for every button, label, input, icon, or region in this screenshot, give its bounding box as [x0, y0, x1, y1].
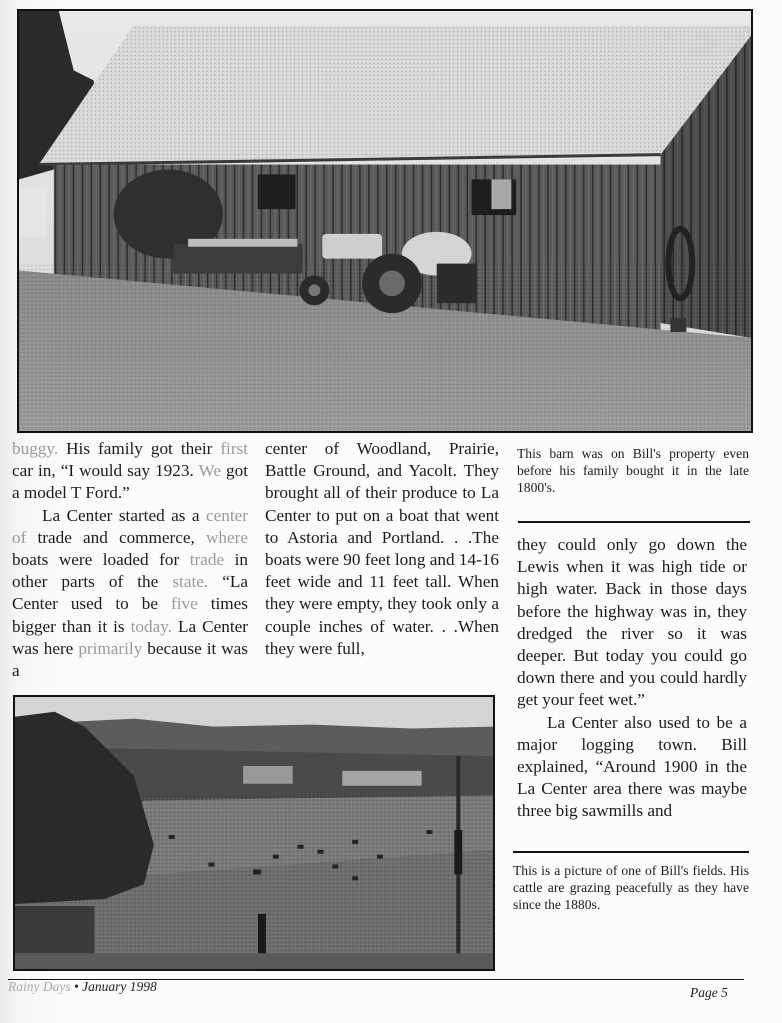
text-run: trade and commerce, — [26, 527, 206, 547]
article-column-1 — [12, 438, 248, 682]
paragraph: center of Woodland, Prairie, Battle Ground, and Yacolt. They brought all of their produce to La Center to put on a boat that went to Astoria and Portland. . .The boats were 90 feet long and 14-16 feet wide and 11 feet tall. When they were empty, they took only a couple inches of water. . .When they were full, — [265, 439, 499, 658]
text-run: today. — [130, 616, 172, 636]
text-run: La Center was here — [12, 616, 248, 658]
text-run: His family got their — [58, 439, 221, 458]
caption-divider — [518, 521, 750, 523]
paragraph: La Center also used to be a major logging town. Bill explained, “Around 1900 in the La Center area there was maybe three big sawmills and — [517, 712, 747, 821]
text-run: buggy. — [12, 439, 59, 458]
text-run: got a model T Ford.” — [12, 461, 248, 503]
page-number: Page 5 — [690, 985, 728, 1000]
text-run: primarily — [78, 638, 143, 658]
text-run: We — [198, 461, 221, 481]
text-run: where — [206, 527, 248, 547]
separator: • — [70, 979, 83, 994]
publication-name: Rainy Days — [8, 979, 71, 994]
barn-photo-caption: This barn was on Bill's property even before his family bought it in the late 1800's. — [517, 446, 749, 495]
text-run: times bigger than it is — [12, 594, 248, 636]
text-run: because it was a — [12, 638, 248, 681]
paragraph: they could only go down the Lewis when it was high tide or high water. Back in those days before the highway was in, they dredged the river so it was deeper. But today you could go down there and you could hardly get your feet wet.” — [517, 535, 747, 710]
caption-divider — [513, 851, 749, 853]
text-run: car in, “I would say 1923. — [12, 461, 199, 481]
text-run: trade — [189, 550, 225, 570]
text-run: in other parts of the — [12, 550, 248, 592]
field-photo-caption: This is a picture of one of Bill's fields. His cattle are grazing peacefully as they have since the 1880s. — [513, 863, 749, 912]
issue-date: January 1998 — [82, 979, 157, 994]
barn-photo-image — [19, 11, 751, 431]
field-photo — [13, 695, 495, 971]
text-run: state. — [172, 572, 209, 592]
barn-photo — [17, 9, 753, 433]
paragraph — [12, 438, 248, 505]
footer-publication-date — [8, 979, 157, 995]
text-run: “La Center used to be — [12, 572, 248, 614]
field-photo-image — [15, 697, 493, 969]
text-run: five — [171, 594, 198, 614]
article-column-3 — [517, 534, 747, 823]
paragraph — [12, 505, 248, 683]
text-run: boats were loaded for — [12, 550, 190, 570]
text-run: La Center started as a — [42, 505, 207, 525]
article-column-2 — [265, 438, 499, 660]
text-run: center of — [12, 505, 248, 547]
text-run: first — [220, 439, 248, 458]
